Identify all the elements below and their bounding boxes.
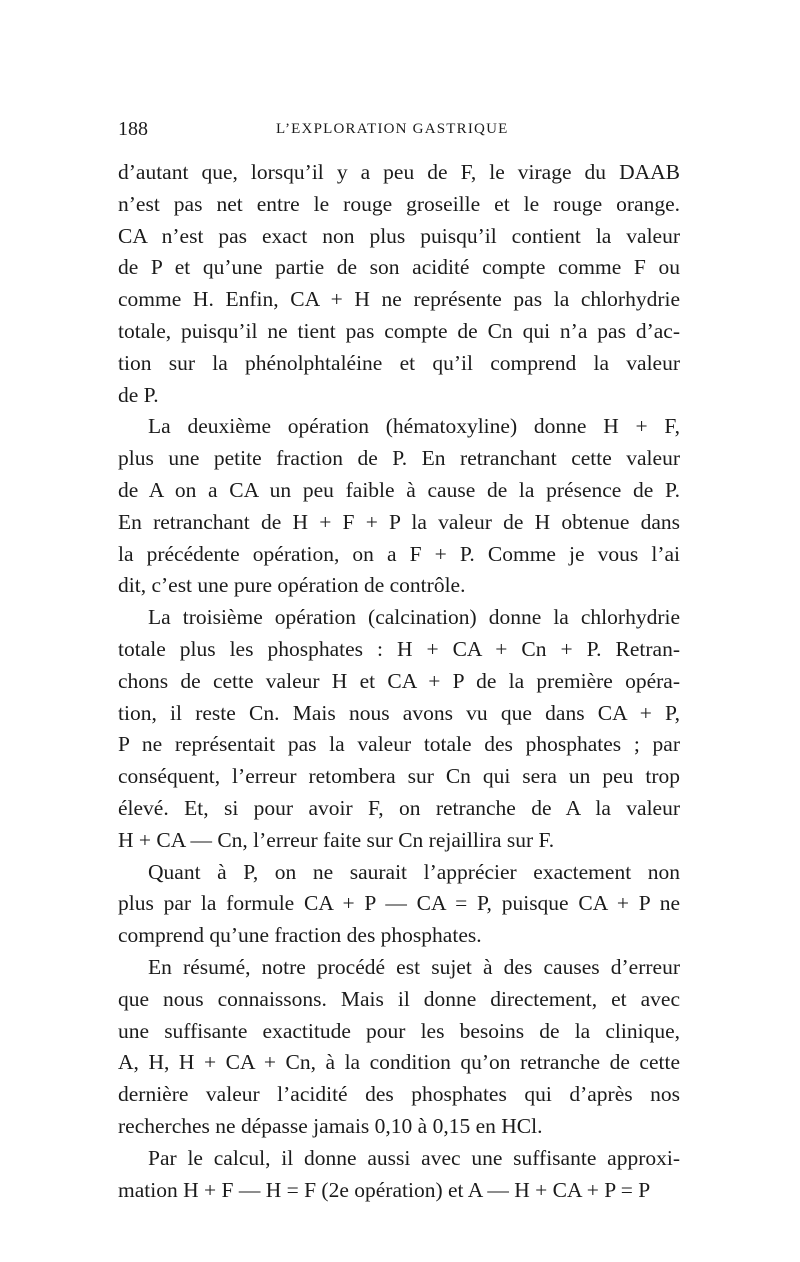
- text-line: plus une petite fraction de P. En retranchant cette valeur: [118, 446, 680, 471]
- text-line: une suffisante exactitude pour les besoins de la clinique,: [118, 1018, 680, 1043]
- text-line: En retranchant de H + F + P la valeur de H obtenue dans: [118, 509, 680, 534]
- paragraph: [118, 411, 680, 602]
- text-line: CA n’est pas exact non plus puisqu’il contient la valeur: [118, 223, 680, 248]
- text-line: la précédente opération, on a F + P. Comme je vous l’ai: [118, 541, 680, 566]
- text-line: tion sur la phénolphtaléine et qu’il comprend la valeur: [118, 350, 680, 375]
- text-line: n’est pas net entre le rouge groseille et le rouge orange.: [118, 191, 680, 216]
- text-line: d’autant que, lorsqu’il y a peu de F, le virage du DAAB: [118, 160, 680, 184]
- paragraph: [118, 157, 680, 411]
- text-line: dernière valeur l’acidité des phosphates qui d’après nos: [118, 1082, 680, 1107]
- text-line: La deuxième opération (hématoxyline) donne H + F,: [148, 414, 680, 439]
- text-line: recherches ne dépasse jamais 0,10 à 0,15 en HCl.: [118, 1113, 543, 1138]
- text-line: mation H + F — H = F (2e opération) et A — H + CA + P = P: [118, 1177, 651, 1202]
- text-line: totale plus les phosphates : H + CA + Cn + P. Retran-: [118, 636, 680, 661]
- text-line: Quant à P, on ne saurait l’apprécier exactement non: [148, 859, 680, 884]
- text-line: élevé. Et, si pour avoir F, on retranche de A la valeur: [118, 795, 680, 820]
- book-page: [118, 118, 680, 1206]
- text-line: plus par la formule CA + P — CA = P, puisque CA + P ne: [118, 891, 680, 916]
- text-line: P ne représentait pas la valeur totale des phosphates ; par: [118, 732, 680, 757]
- text-line: dit, c’est une pure opération de contrôle.: [118, 573, 466, 598]
- text-line: tion, il reste Cn. Mais nous avons vu que dans CA + P,: [118, 700, 680, 725]
- text-line: que nous connaissons. Mais il donne directement, et avec: [118, 986, 680, 1011]
- page-number: 188: [118, 118, 148, 140]
- text-line: conséquent, l’erreur retombera sur Cn qui sera un peu trop: [118, 764, 680, 789]
- text-line: En résumé, notre procédé est sujet à des causes d’erreur: [148, 954, 680, 979]
- paragraph: [118, 952, 680, 1143]
- text-line: totale, puisqu’il ne tient pas compte de Cn qui n’a pas d’ac-: [118, 318, 680, 343]
- text-line: chons de cette valeur H et CA + P de la première opéra-: [118, 668, 680, 693]
- paragraph: [118, 602, 680, 856]
- text-line: de P.: [118, 382, 159, 407]
- body-text: [118, 157, 680, 1206]
- running-title: L’EXPLORATION GASTRIQUE: [276, 121, 509, 137]
- text-line: A, H, H + CA + Cn, à la condition qu’on retranche de cette: [118, 1050, 680, 1075]
- text-line: Par le calcul, il donne aussi avec une suffisante approxi-: [148, 1145, 680, 1170]
- text-line: H + CA — Cn, l’erreur faite sur Cn rejaillira sur F.: [118, 827, 555, 852]
- text-line: de P et qu’une partie de son acidité compte comme F ou: [118, 255, 680, 280]
- text-line: comprend qu’une fraction des phosphates.: [118, 923, 482, 948]
- text-line: de A on a CA un peu faible à cause de la présence de P.: [118, 477, 680, 502]
- text-line: comme H. Enfin, CA + H ne représente pas la chlorhydrie: [118, 287, 680, 312]
- paragraph: [118, 857, 680, 952]
- text-line: La troisième opération (calcination) donne la chlorhydrie: [148, 605, 680, 630]
- running-head: [118, 118, 680, 148]
- paragraph: [118, 1143, 680, 1207]
